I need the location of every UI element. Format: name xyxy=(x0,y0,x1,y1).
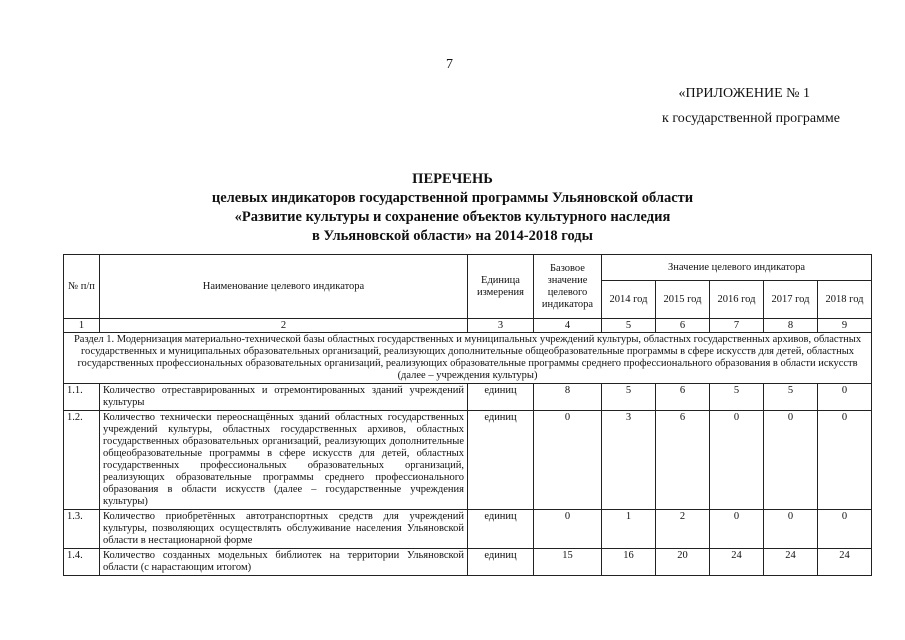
row-value-2016: 0 xyxy=(710,510,764,549)
row-value-2018: 0 xyxy=(818,510,872,549)
column-number: 8 xyxy=(764,319,818,333)
column-number: 1 xyxy=(64,319,100,333)
section-row xyxy=(64,333,872,384)
row-value-2018: 0 xyxy=(818,411,872,510)
column-number: 9 xyxy=(818,319,872,333)
header-year-2016: 2016 год xyxy=(710,281,764,319)
row-unit: единиц xyxy=(468,411,534,510)
title-line-4: в Ульяновской области» на 2014-2018 годы xyxy=(312,228,593,244)
row-num: 1.2. xyxy=(64,411,100,510)
row-num: 1.1. xyxy=(64,384,100,411)
table-row xyxy=(64,549,872,576)
appendix-label: «ПРИЛОЖЕНИЕ № 1 xyxy=(678,86,810,101)
title-line-2: целевых индикаторов государственной программы Ульяновской области xyxy=(211,190,694,206)
row-value-2017: 0 xyxy=(764,411,818,510)
row-unit: единиц xyxy=(468,549,534,576)
header-name: Наименование целевого индикатора xyxy=(100,255,468,319)
row-num: 1.3. xyxy=(64,510,100,549)
row-value-2016: 5 xyxy=(710,384,764,411)
row-value-2014: 1 xyxy=(602,510,656,549)
table-row xyxy=(64,384,872,411)
header-num: № п/п xyxy=(64,255,100,319)
row-value-2015: 20 xyxy=(656,549,710,576)
header-unit: Единица измерения xyxy=(468,255,534,319)
row-base: 0 xyxy=(534,411,602,510)
document-title xyxy=(0,170,905,246)
page-number: 7 xyxy=(446,57,453,72)
row-name: Количество созданных модельных библиотек на территории Ульяновской области (с нарастающим итогом) xyxy=(100,549,468,576)
row-value-2015: 2 xyxy=(656,510,710,549)
column-number: 7 xyxy=(710,319,764,333)
row-value-2014: 5 xyxy=(602,384,656,411)
row-value-2015: 6 xyxy=(656,411,710,510)
row-value-2014: 16 xyxy=(602,549,656,576)
row-unit: единиц xyxy=(468,384,534,411)
column-number: 2 xyxy=(100,319,468,333)
header-year-2017: 2017 год xyxy=(764,281,818,319)
row-value-2016: 0 xyxy=(710,411,764,510)
header-year-2015: 2015 год xyxy=(656,281,710,319)
row-name: Количество отреставрированных и отремонтированных зданий учреждений культуры xyxy=(100,384,468,411)
header-year-2018: 2018 год xyxy=(818,281,872,319)
header-year-2014: 2014 год xyxy=(602,281,656,319)
column-number: 5 xyxy=(602,319,656,333)
table-row xyxy=(64,510,872,549)
row-value-2018: 24 xyxy=(818,549,872,576)
header-values-group: Значение целевого индикатора xyxy=(602,255,872,281)
column-number: 3 xyxy=(468,319,534,333)
column-number: 4 xyxy=(534,319,602,333)
appendix-sublabel: к государственной программе xyxy=(662,111,840,126)
row-num: 1.4. xyxy=(64,549,100,576)
row-value-2015: 6 xyxy=(656,384,710,411)
row-value-2017: 0 xyxy=(764,510,818,549)
row-base: 15 xyxy=(534,549,602,576)
section-title: Раздел 1. Модернизация материально-технической базы областных государственных и муниципальных учреждений культуры, областных государственных архивов, областных государственных и муниципальных образовательных организаций, реализующих дополнительные общеобразовательные программы в сфере искусств для детей, областных государственных профессиональных образовательных организаций, реализующих образовательные программы среднего профессионального образования в области искусств (далее – учреждения культуры) xyxy=(64,333,872,384)
row-unit: единиц xyxy=(468,510,534,549)
title-line-1: ПЕРЕЧЕНЬ xyxy=(412,171,493,187)
row-base: 0 xyxy=(534,510,602,549)
column-number-row xyxy=(64,319,872,333)
row-name: Количество приобретённых автотранспортных средств для учреждений культуры, позволяющих осуществлять обслуживание населения Ульяновской области в нестационарной форме xyxy=(100,510,468,549)
row-value-2016: 24 xyxy=(710,549,764,576)
row-value-2014: 3 xyxy=(602,411,656,510)
column-number: 6 xyxy=(656,319,710,333)
table-row xyxy=(64,411,872,510)
row-base: 8 xyxy=(534,384,602,411)
title-line-3: «Развитие культуры и сохранение объектов культурного наследия xyxy=(234,209,671,225)
header-base: Базовое значение целевого индикатора xyxy=(534,255,602,319)
row-name: Количество технически переоснащённых зданий областных государственных учреждений культуры, областных государственных архивов, областных государственных образовательных организаций, реализующих дополнительные общеобразовательные программы в сфере искусств для детей, областных государственных профессиональных образовательных организаций, реализующих образовательные программы среднего профессионального образования в области искусств (далее – государственные учреждения культуры) xyxy=(100,411,468,510)
row-value-2017: 24 xyxy=(764,549,818,576)
row-value-2017: 5 xyxy=(764,384,818,411)
indicators-table xyxy=(63,254,872,576)
row-value-2018: 0 xyxy=(818,384,872,411)
